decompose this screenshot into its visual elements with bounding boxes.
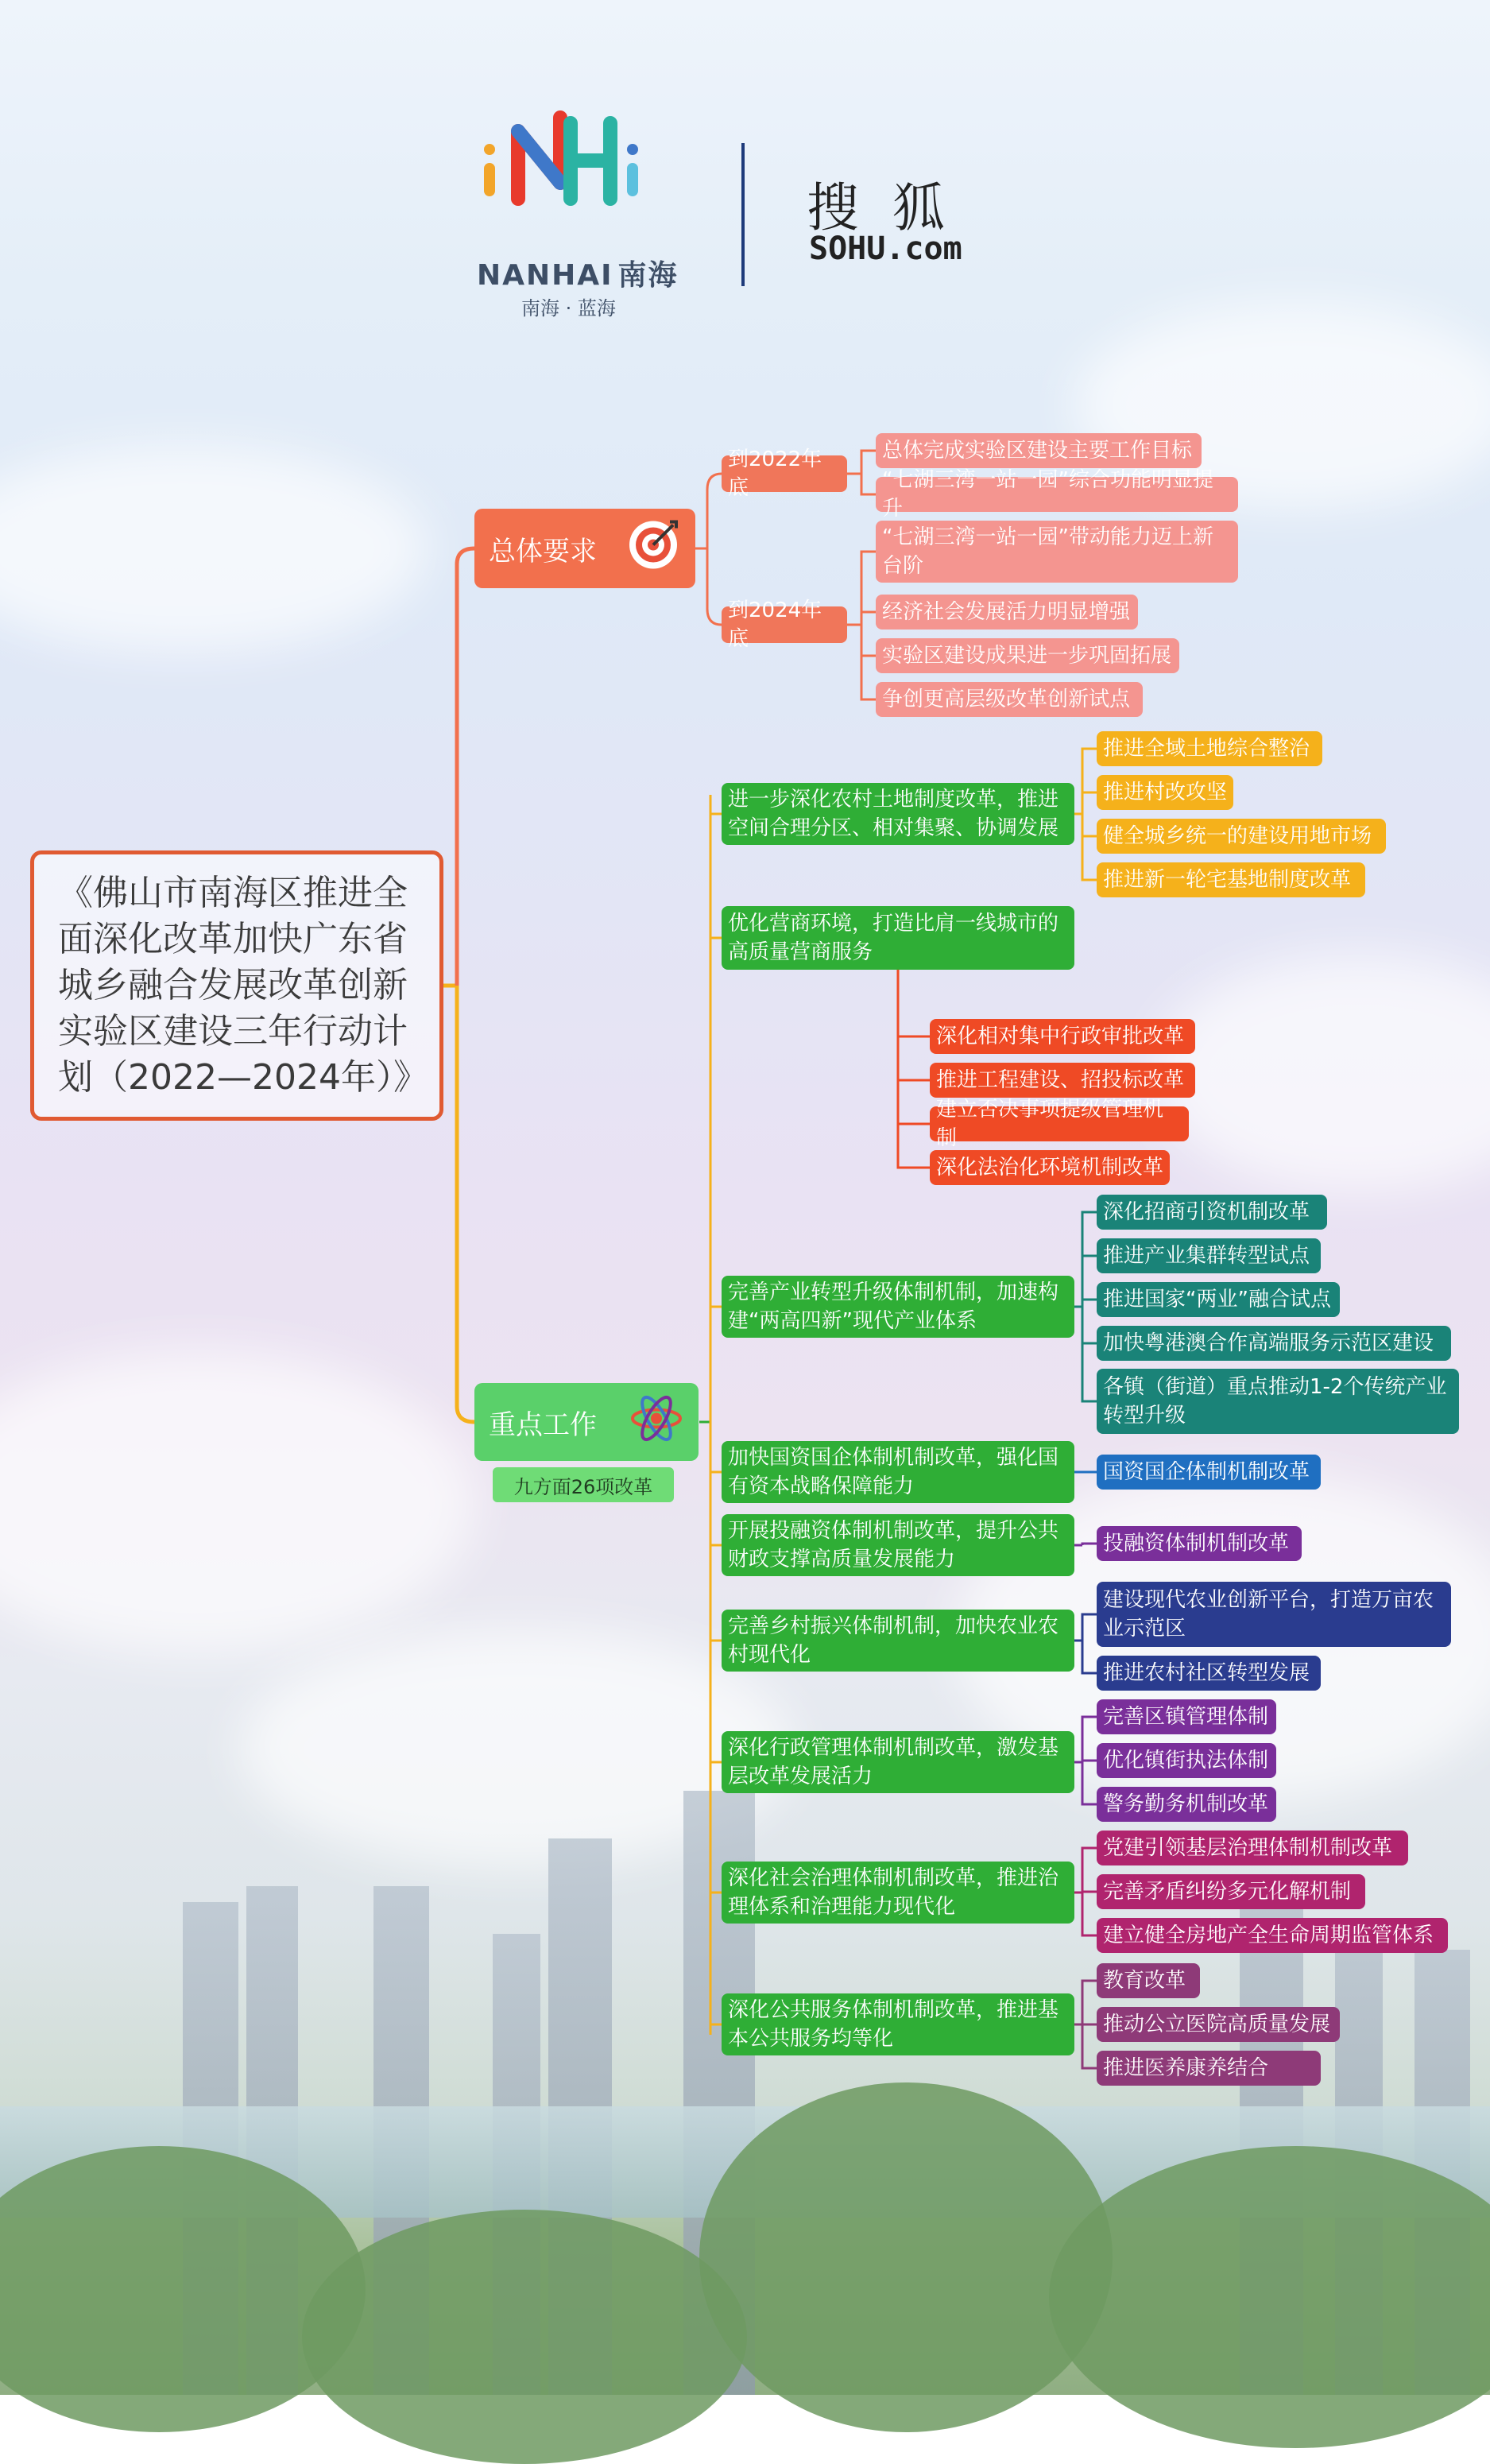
group-node: 深化公共服务体制机制改革，推进基本公共服务均等化 [722, 1993, 1074, 2055]
group-node: 到2024年底 [722, 606, 847, 643]
group-node: 开展投融资体制机制改革，提升公共财政支撑高质量发展能力 [722, 1514, 1074, 1576]
connector [457, 986, 474, 1422]
leaf-node: 总体完成实验区建设主要工作目标 [876, 433, 1202, 468]
leaf-node: 完善区镇管理体制 [1097, 1699, 1276, 1734]
leaf-node: 健全城乡统一的建设用地市场 [1097, 819, 1386, 854]
leaf-node: 优化镇街执法体制 [1097, 1743, 1276, 1778]
root-title: 《佛山市南海区推进全面深化改革加快广东省城乡融合发展改革创新实验区建设三年行动计划（2022—2024年）》 [58, 873, 428, 1098]
target-icon [625, 517, 681, 580]
leaf-node: 完善矛盾纠纷多元化解机制 [1097, 1874, 1365, 1909]
group-node: 完善产业转型升级体制机制，加速构建“两高四新”现代产业体系 [722, 1276, 1074, 1338]
connector [457, 548, 474, 986]
leaf-node: 推动公立医院高质量发展 [1097, 2007, 1340, 2042]
connector [707, 548, 722, 625]
leaf-node: 各镇（街道）重点推动1-2个传统产业转型升级 [1097, 1369, 1459, 1434]
group-node: 优化营商环境，打造比肩一线城市的高质量营商服务 [722, 906, 1074, 970]
leaf-node: 实验区建设成果进一步巩固拓展 [876, 638, 1179, 673]
connector [1082, 1300, 1097, 1307]
hub-label: 重点工作 [489, 1408, 597, 1441]
leaf-node: 推进医养康养结合 [1097, 2051, 1321, 2086]
connector [861, 625, 876, 656]
connector [1082, 1893, 1097, 1935]
connector [1082, 1981, 1097, 2024]
connector [861, 612, 876, 625]
root-node [30, 850, 443, 1121]
connector [1082, 1641, 1097, 1673]
hub-key-tasks [474, 1383, 699, 1461]
connector [1082, 1212, 1097, 1307]
leaf-node: 国资国企体制机制改革 [1097, 1455, 1321, 1490]
leaf-node: 争创更高层级改革创新试点 [876, 682, 1143, 717]
leaf-node: 推进工程建设、招投标改革 [930, 1063, 1195, 1098]
leaf-node: 深化法治化环境机制改革 [930, 1150, 1170, 1185]
hub-label: 总体要求 [489, 535, 597, 568]
brand-name: NANHAI [477, 259, 613, 292]
connector [898, 970, 930, 1168]
connector [1082, 792, 1097, 814]
connector [898, 970, 930, 1036]
leaf-node: 警务勤务机制改革 [1097, 1787, 1276, 1822]
brand-name-cn: 南海 [617, 259, 679, 292]
leaf-node: “七湖三湾一站一园”综合功能明显提升 [876, 477, 1238, 512]
hub-sublabel: 九方面26项改革 [493, 1467, 674, 1502]
leaf-node: 推进村改攻坚 [1097, 775, 1233, 810]
leaf-node: 建立否决事项提级管理机制 [930, 1106, 1189, 1141]
group-node: 深化行政管理体制机制改革，激发基层改革发展活力 [722, 1731, 1074, 1793]
connector [1082, 1544, 1097, 1545]
leaf-node: 推进全域土地综合整治 [1097, 731, 1322, 766]
connector [861, 552, 876, 625]
connector [1082, 1848, 1097, 1893]
atom-icon [629, 1391, 684, 1454]
connector [1082, 1614, 1097, 1641]
leaf-node: 推进新一轮宅基地制度改革 [1097, 862, 1365, 897]
leaf-node: 投融资体制机制改革 [1097, 1526, 1302, 1561]
connector [861, 451, 876, 474]
connector [1082, 1762, 1097, 1804]
group-node: 完善乡村振兴体制机制，加快农业农村现代化 [722, 1610, 1074, 1672]
connector [861, 625, 876, 699]
sohu-logo-en: SOHU.com [809, 231, 962, 267]
leaf-node: 推进国家“两业”融合试点 [1097, 1282, 1340, 1317]
connector [1082, 2024, 1097, 2068]
leaf-node: 经济社会发展活力明显增强 [876, 595, 1138, 630]
group-node: 深化社会治理体制机制改革，推进治理体系和治理能力现代化 [722, 1862, 1074, 1924]
leaf-node: 加快粤港澳合作高端服务示范区建设 [1097, 1326, 1451, 1361]
connector [1082, 814, 1097, 836]
connector [707, 474, 722, 548]
connector [1082, 1307, 1097, 1401]
leaf-node: 建设现代农业创新平台，打造万亩农业示范区 [1097, 1582, 1451, 1647]
connector [1082, 1717, 1097, 1762]
leaf-node: 党建引领基层治理体制机制改革 [1097, 1831, 1408, 1865]
group-node: 进一步深化农村土地制度改革，推进空间合理分区、相对集聚、协调发展 [722, 783, 1074, 845]
connector [898, 970, 930, 1080]
leaf-node: 推进产业集群转型试点 [1097, 1238, 1321, 1273]
slogan: 南海 · 蓝海 [521, 297, 616, 320]
leaf-node: “七湖三湾一站一园”带动能力迈上新台阶 [876, 521, 1238, 583]
leaf-node: 深化相对集中行政审批改革 [930, 1019, 1195, 1054]
hub-overall-requirements [474, 509, 695, 588]
connector [861, 474, 876, 494]
sohu-logo-cn: 搜 狐 [807, 177, 945, 238]
leaf-node: 深化招商引资机制改革 [1097, 1195, 1327, 1230]
connector [1082, 1761, 1097, 1762]
connector [1082, 814, 1097, 880]
connector [1082, 749, 1097, 814]
connector [898, 970, 930, 1124]
leaf-node: 建立健全房地产全生命周期监管体系 [1097, 1918, 1448, 1953]
connector [1082, 1307, 1097, 1343]
group-node: 加快国资国企体制机制改革，强化国有资本战略保障能力 [722, 1441, 1074, 1503]
leaf-node: 推进农村社区转型发展 [1097, 1656, 1321, 1691]
group-node: 到2022年底 [722, 455, 847, 492]
connector [1082, 1892, 1097, 1893]
leaf-node: 教育改革 [1097, 1963, 1200, 1998]
